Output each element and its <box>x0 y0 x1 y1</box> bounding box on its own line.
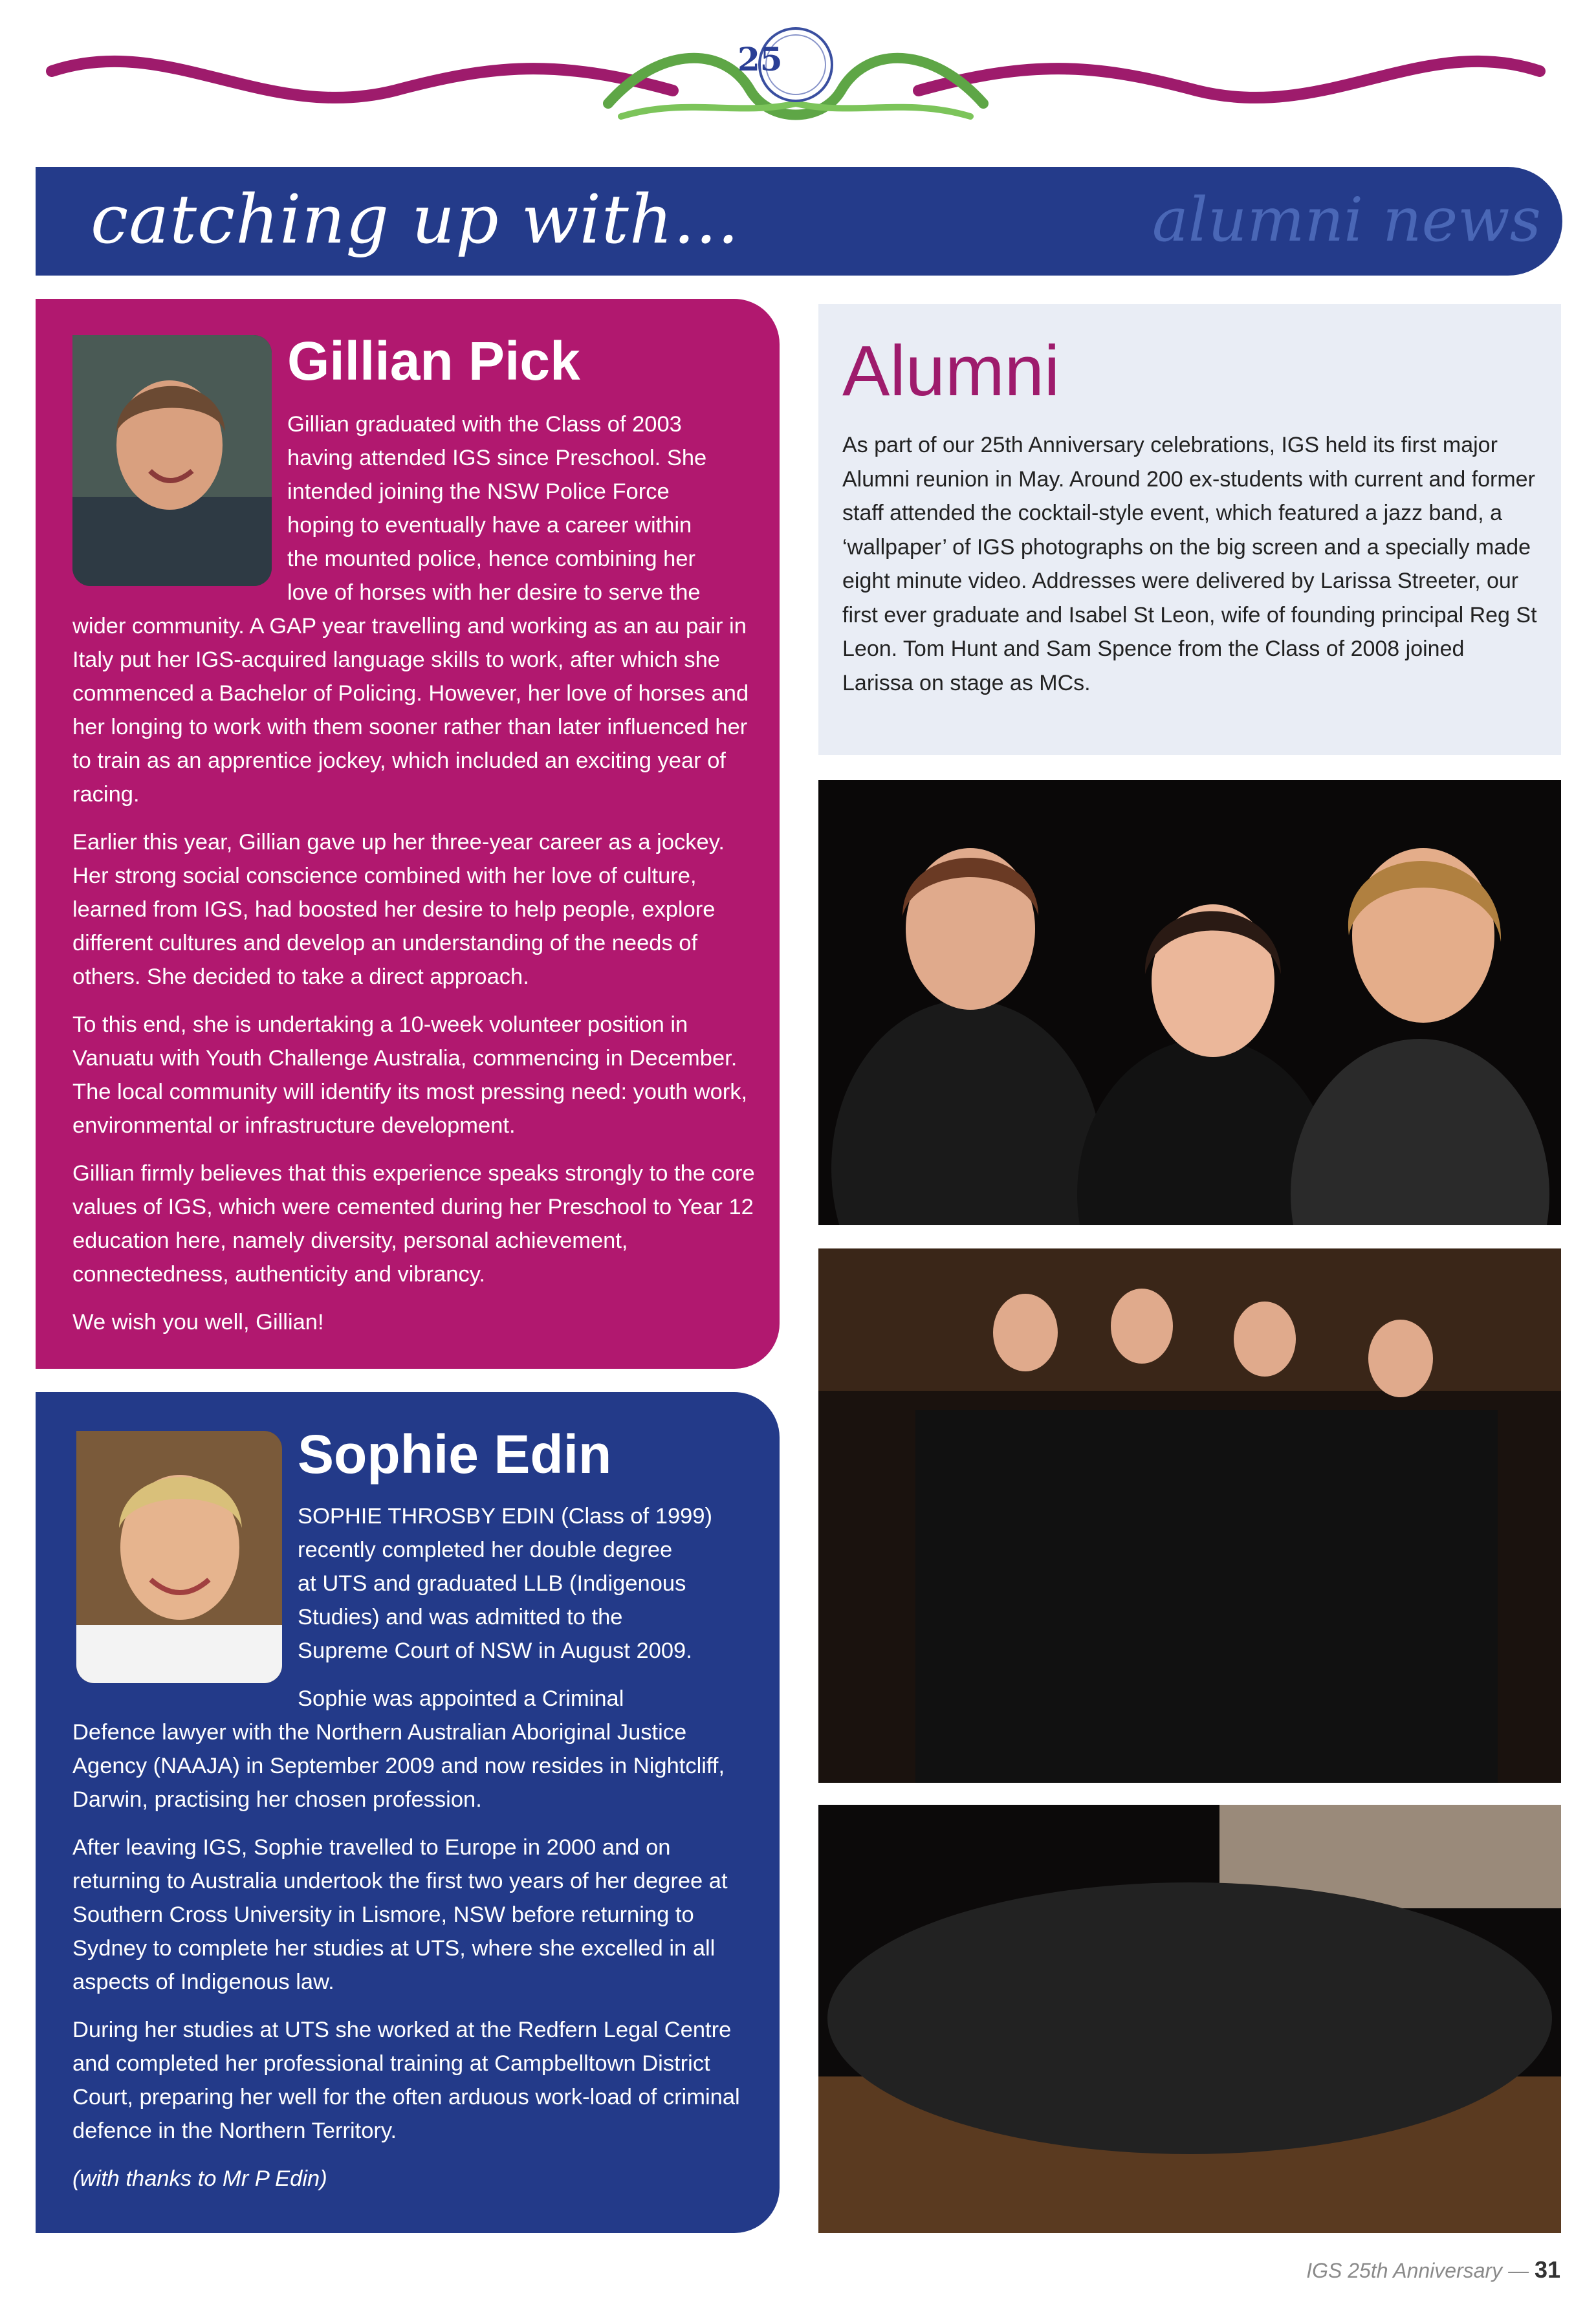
sophie-bio-para-3: After leaving IGS, Sophie travelled to Europe in 2000 and on returning to Australia undertook the first two years of her degree at Southern Cross University in Lismore, NSW before returning to Sydney to complete her studies at UTS, where she excelled in all aspects of Indigenous law. <box>72 1835 728 1994</box>
page-footer <box>1306 2256 1560 2283</box>
sophie-bio-para-4: During her studies at UTS she worked at the Redfern Legal Centre and completed her professional training at Campbelltown District Court, preparing her well for the often arduous work-load of criminal defence in the Northern Territory. <box>72 2018 740 2143</box>
sophie-bio-line: Supreme Court of NSW in August 2009. <box>298 1639 692 1663</box>
gillian-name: Gillian Pick <box>287 331 580 391</box>
alumni-heading: Alumni <box>842 331 1060 411</box>
sophie-bio-line: Sophie was appointed a Criminal <box>298 1686 624 1711</box>
gillian-bio-para-2: Earlier this year, Gillian gave up her three-year career as a jockey. Her strong social conscience combined with her love of culture, learned from IGS, had boosted her desire to help people, explore different cultures and develop an understanding of the needs of others. She decided to take a direct approach. <box>72 830 725 989</box>
gillian-bio-line: the mounted police, hence combining her <box>287 547 695 571</box>
page-number: 31 <box>1534 2256 1560 2283</box>
gillian-bio-line: Gillian graduated with the Class of 2003 <box>287 412 682 437</box>
gillian-bio-line: hoping to eventually have a career within <box>287 513 692 538</box>
sophie-bio-line: Studies) and was admitted to the <box>298 1605 623 1629</box>
section-title: catching up with... <box>91 180 739 259</box>
anniversary-ribbon-banner <box>39 19 1553 149</box>
sophie-credit: (with thanks to Mr P Edin) <box>72 2166 327 2191</box>
section-tag: alumni news <box>1152 185 1541 256</box>
alumni-article-text: As part of our 25th Anniversary celebrations, IGS held its first major Alumni reunion in May. Around 200 ex-students with current and former staff attended the cocktail-style event, which featured a jazz band, a ‘wallpaper’ of IGS photographs on the big screen and a specially made eight minute video. Addresses were delivered by Larissa Streeter, our first ever graduate and Isabel St Leon, wife of founding principal Reg St Leon. Tom Hunt and Sam Spence from the Class of 2008 joined Larissa on stage as MCs. <box>842 433 1537 695</box>
gillian-bio-line: intended joining the NSW Police Force <box>287 479 670 504</box>
gillian-bio <box>72 408 758 1353</box>
sophie-bio-line: SOPHIE THROSBY EDIN (Class of 1999) <box>298 1504 713 1529</box>
sophie-name: Sophie Edin <box>298 1424 612 1485</box>
gillian-bio-para-4: Gillian firmly believes that this experience speaks strongly to the core values of IGS, which were cemented during her Preschool to Year 12 education here, namely diversity, personal achievement, connectedness, authenticity and vibrancy. <box>72 1161 755 1287</box>
gillian-bio-line: having attended IGS since Preschool. She <box>287 446 707 470</box>
publication-name: IGS 25th Anniversary — <box>1306 2259 1529 2282</box>
reunion-photo-three-women <box>818 780 1561 1225</box>
reunion-photo-young-men <box>818 1248 1561 1783</box>
sophie-bio-line: at UTS and graduated LLB (Indigenous <box>298 1571 686 1596</box>
sophie-bio-para-2: Defence lawyer with the Northern Australian Aboriginal Justice Agency (NAAJA) in September 2009 and now resides in Nightcliff, Darwin, practising her chosen profession. <box>72 1720 725 1812</box>
reunion-photo-group <box>818 1805 1561 2233</box>
gillian-bio-line: love of horses with her desire to serve the <box>287 580 701 605</box>
sophie-bio-line: recently completed her double degree <box>298 1538 673 1562</box>
gillian-bio-para-5: We wish you well, Gillian! <box>72 1310 324 1335</box>
gillian-bio-para-1: wider community. A GAP year travelling and working as an au pair in Italy put her IGS-acquired language skills to work, after which she commenced a Bachelor of Policing. However, her love of horses and her longing to work with them sooner rather than later influenced her to train as an apprentice jockey, which included an exciting year of racing. <box>72 614 749 807</box>
gillian-bio-para-3: To this end, she is undertaking a 10-week volunteer position in Vanuatu with Youth Challenge Australia, commencing in December. The local community will identify its most pressing need: youth work, environmental or infrastructure development. <box>72 1012 748 1138</box>
sophie-bio <box>72 1499 758 2210</box>
anniversary-badge-number: 25 <box>738 40 783 78</box>
